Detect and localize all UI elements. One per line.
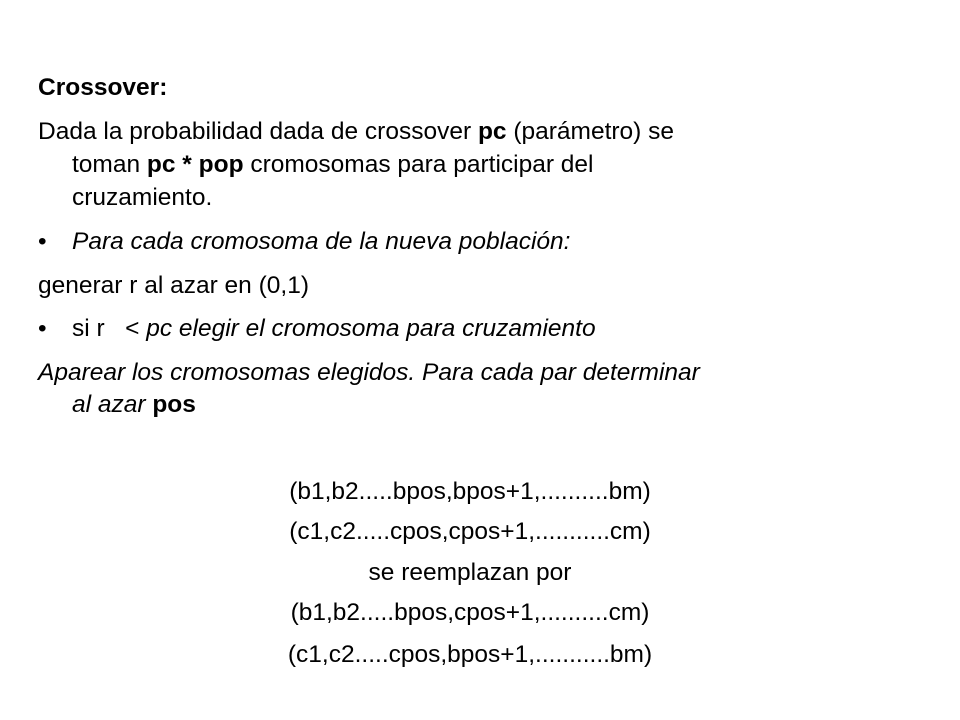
intro-line-1: Dada la probabilidad dada de crossover pc (parámetro) se bbox=[38, 118, 674, 145]
intro-line-2: toman pc * pop cromosomas para participar del bbox=[72, 151, 594, 178]
bullet-select-condition: • si r < pc elegir el cromosoma para cruzamiento bbox=[38, 315, 596, 342]
formula-b-original: (b1,b2.....bpos,bpos+1,..........bm) bbox=[289, 478, 651, 505]
formula-c-original: (c1,c2.....cpos,cpos+1,...........cm) bbox=[289, 518, 651, 545]
generate-line: generar r al azar en (0,1) bbox=[38, 272, 309, 299]
pairing-line-1: Aparear los cromosomas elegidos. Para cada par determinar bbox=[38, 359, 700, 386]
slide-heading: Crossover: bbox=[38, 74, 168, 101]
bullet-icon: • bbox=[38, 315, 47, 342]
replace-text: se reemplazan por bbox=[368, 559, 572, 586]
formula-b-new: (b1,b2.....bpos,cpos+1,..........cm) bbox=[290, 599, 650, 626]
bullet-new-population: • Para cada cromosoma de la nueva población: bbox=[38, 228, 571, 255]
formula-c-new: (c1,c2.....cpos,bpos+1,...........bm) bbox=[287, 641, 653, 668]
bullet-icon: • bbox=[38, 228, 47, 255]
pairing-line-2: al azar pos bbox=[72, 391, 196, 418]
intro-line-3: cruzamiento. bbox=[72, 184, 213, 211]
